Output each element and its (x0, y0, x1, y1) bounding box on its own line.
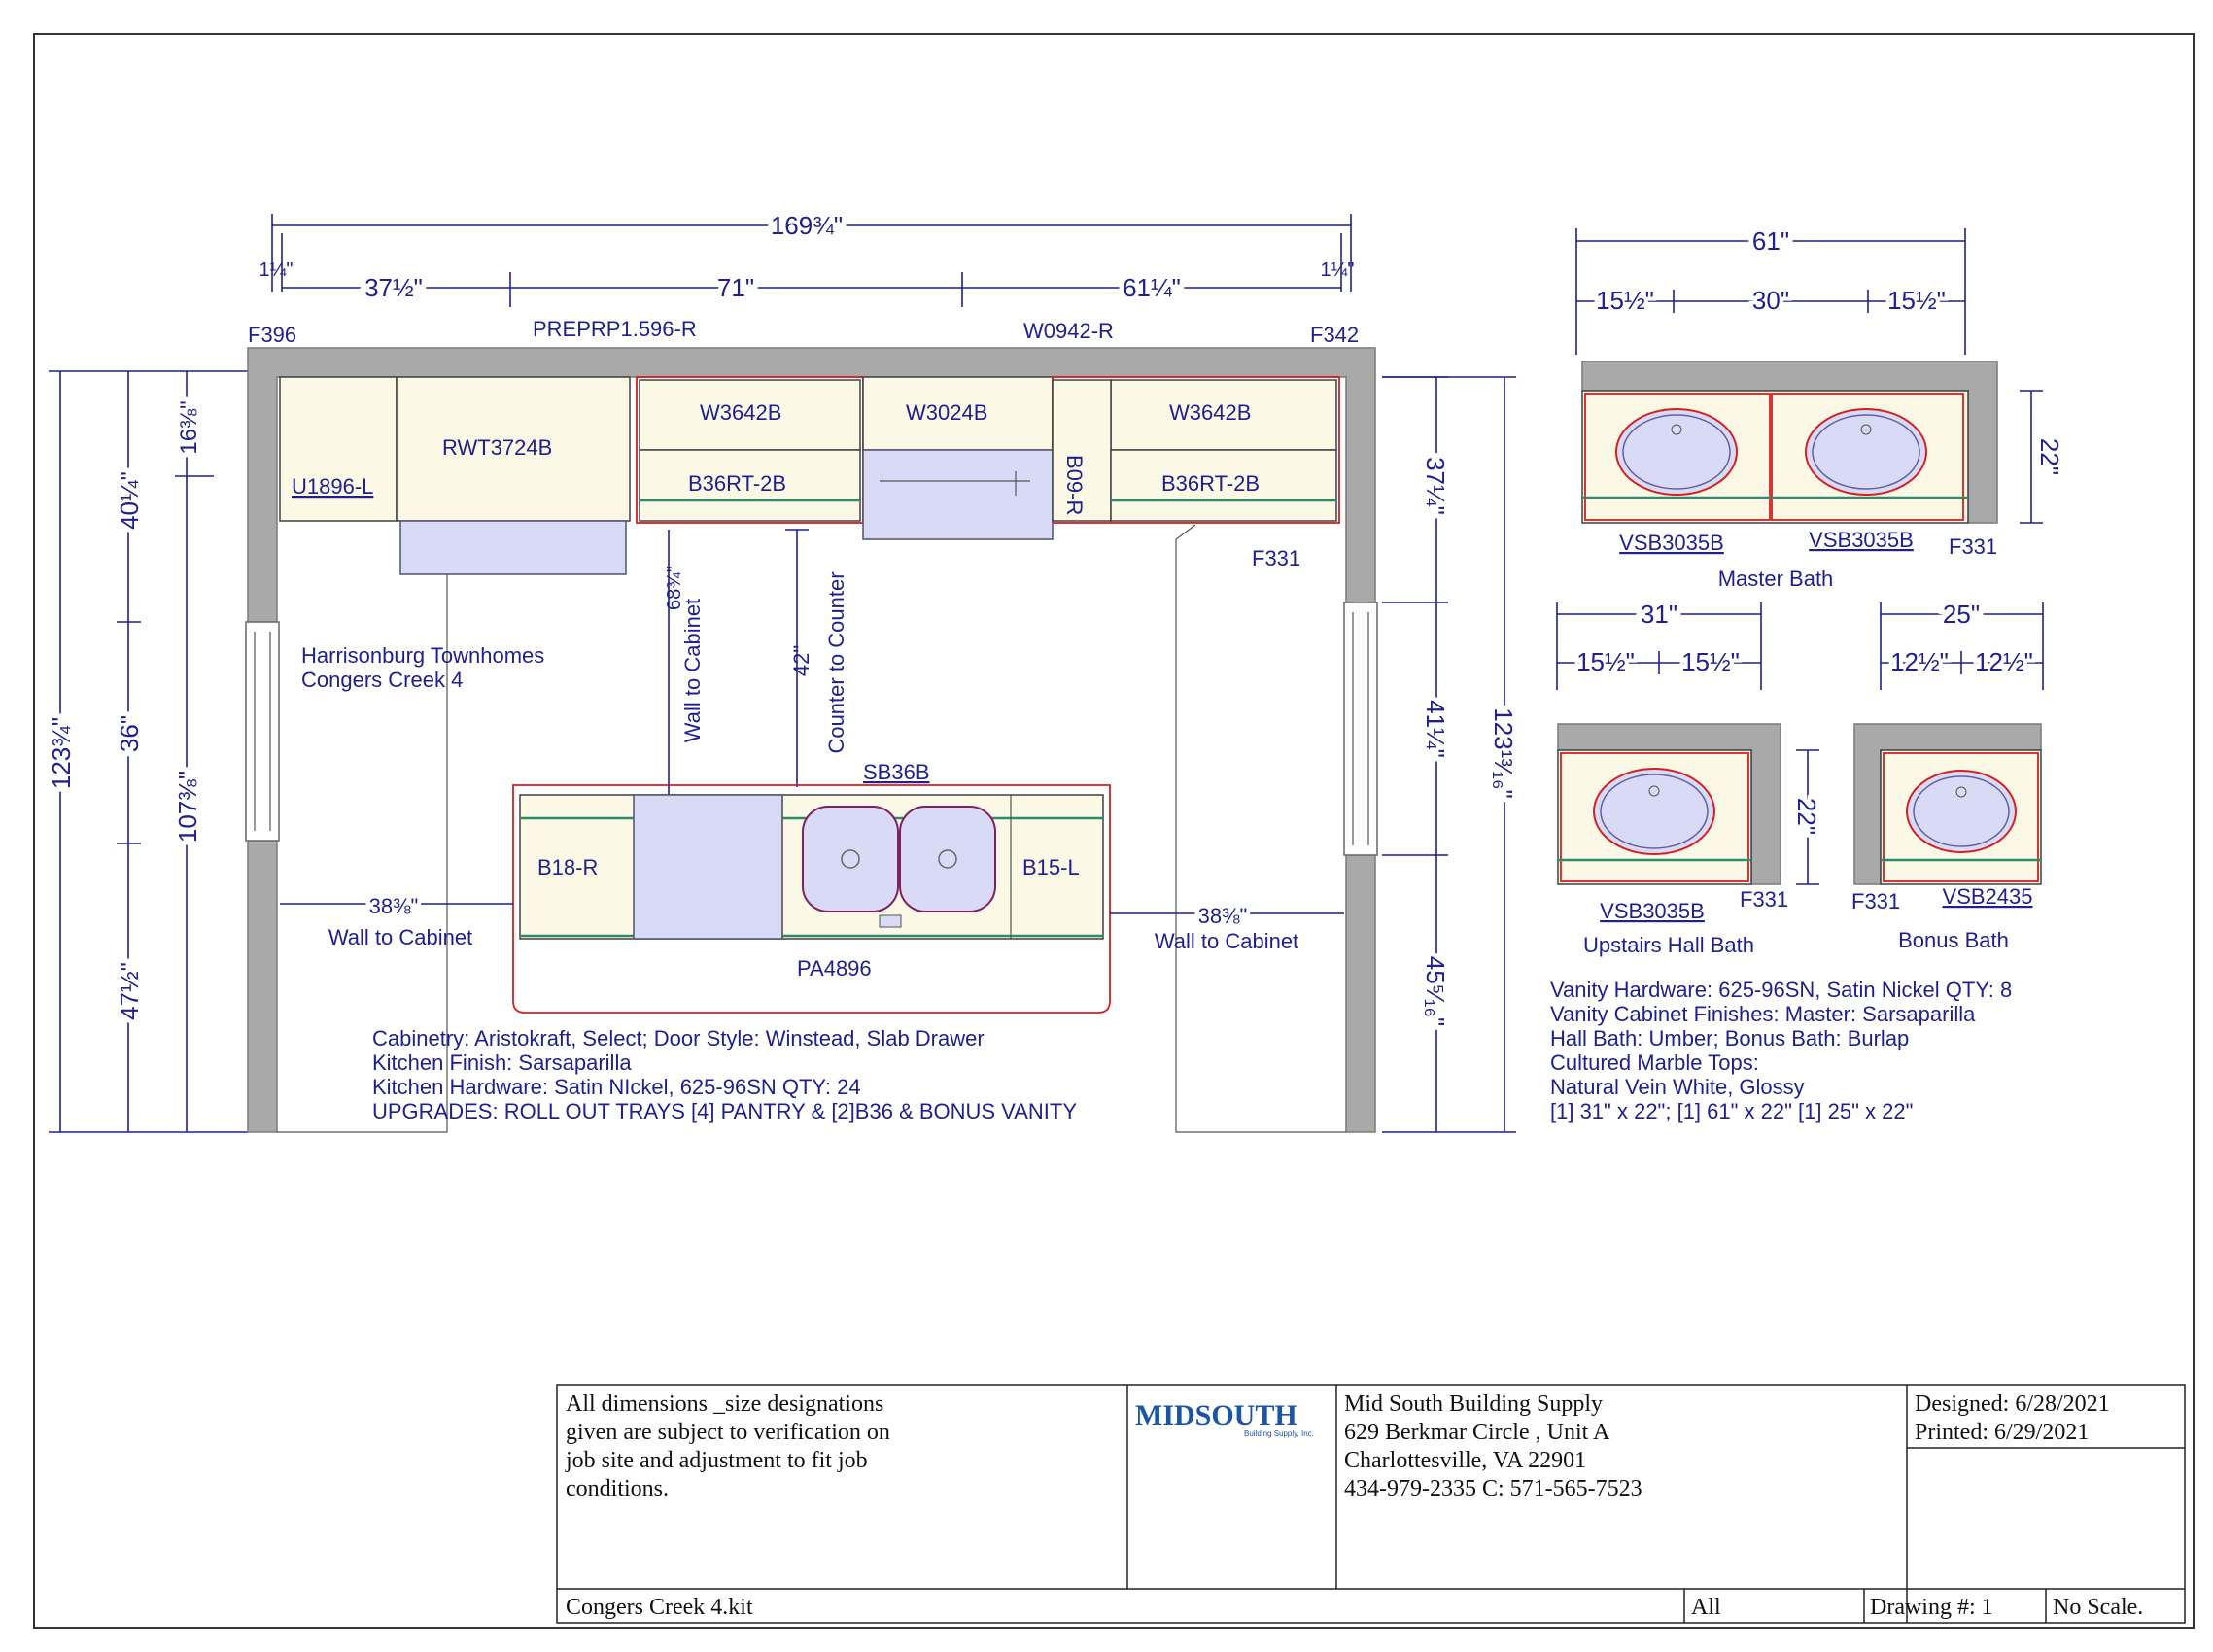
title-block (557, 1385, 2185, 1623)
master-vanity-right: VSB3035B (1809, 528, 1914, 552)
vnote-tops: Cultured Marble Tops: (1550, 1050, 1759, 1075)
refrigerator (400, 521, 626, 574)
file-name: Congers Creek 4.kit (566, 1595, 753, 1620)
bonus-width: 25" (1942, 600, 1981, 629)
cab-b36-right: B36RT-2B (1161, 471, 1261, 496)
company-logo-sub: Building Supply, Inc. (1244, 1429, 1314, 1438)
dim-seg1: 37½" (364, 273, 423, 302)
dim-wall-to-cabinet: 68¾" (664, 565, 685, 611)
dim-right-total: 123¹³⁄₁₆" (1489, 707, 1518, 799)
dim-right-end: 1¼" (1320, 259, 1355, 281)
vnote-hardware: Vanity Hardware: 625-96SN, Satin Nickel QTY: 8 (1550, 978, 2013, 1002)
kitchen-right-dimensions (1382, 377, 1518, 1132)
label-f396: F396 (248, 323, 297, 347)
master-filler: F331 (1949, 534, 1998, 559)
disclaimer-line4: conditions. (566, 1476, 669, 1501)
dim-right-c: 45⁵⁄₁₆" (1421, 955, 1450, 1027)
label-pa4896: PA4896 (797, 956, 872, 981)
master-depth: 22" (2035, 437, 2064, 476)
master-seg1: 15½" (1596, 286, 1654, 315)
bonus-bath (1851, 600, 2043, 952)
master-bath (1576, 226, 2064, 591)
range (863, 450, 1053, 539)
hall-depth: 22" (1792, 797, 1821, 836)
master-width: 61" (1751, 226, 1790, 256)
dim-left-wall-to-cabinet: 38⅜" (368, 894, 419, 918)
vanity-notes (1550, 978, 2012, 1123)
company-address1: 629 Berkmar Circle , Unit A (1344, 1420, 1610, 1445)
hall-bath (1557, 600, 1821, 957)
label-f331-kitchen: F331 (1252, 546, 1301, 570)
master-seg2: 30" (1751, 286, 1790, 315)
company-address2: Charlottesville, VA 22901 (1344, 1448, 1587, 1473)
master-sink-right (1806, 409, 1926, 495)
project-subname: Congers Creek 4 (301, 668, 464, 692)
company-logo: MIDSOUTH (1135, 1399, 1297, 1431)
dim-right-wall-to-cabinet: 38⅜" (1197, 904, 1248, 928)
scale-note: No Scale. (2053, 1595, 2144, 1620)
bonus-seg1: 12½" (1890, 647, 1949, 676)
disclaimer-line2: given are subject to verification on (566, 1420, 890, 1445)
hall-width: 31" (1640, 600, 1678, 629)
dishwasher (634, 795, 782, 939)
cab-rwt3724b: RWT3724B (442, 435, 553, 460)
label-f342: F342 (1310, 323, 1360, 347)
bonus-filler: F331 (1851, 889, 1901, 913)
cab-w3642-left: W3642B (700, 400, 782, 425)
vnote-tops-finish: Natural Vein White, Glossy (1550, 1075, 1805, 1099)
kitchen-top-dimensions (259, 211, 1355, 307)
dim-left-c: 47½" (115, 962, 144, 1020)
label-w0942: W0942-R (1023, 319, 1114, 343)
vnote-finishes: Vanity Cabinet Finishes: Master: Sarsaparilla (1550, 1002, 1976, 1026)
bonus-seg2: 12½" (1975, 647, 2033, 676)
note-hardware: Kitchen Hardware: Satin NIckel, 625-96SN QTY: 24 (372, 1075, 861, 1099)
cab-b09: B09-R (1062, 455, 1087, 516)
clearance-dimensions (656, 530, 848, 797)
project-name: Harrisonburg Townhomes (301, 643, 545, 668)
label-preprp: PREPRP1.596-R (533, 317, 697, 341)
kitchen-notes (372, 1026, 1077, 1123)
vnote-sizes: [1] 31" x 22"; [1] 61" x 22" [1] 25" x 22" (1550, 1099, 1914, 1123)
sink-right-bowl (900, 807, 995, 912)
company-phone: 434-979-2335 C: 571-565-7523 (1344, 1476, 1642, 1501)
note-upgrades: UPGRADES: ROLL OUT TRAYS [4] PANTRY & [2]B36 & BONUS VANITY (372, 1099, 1078, 1123)
sink-left-bowl (803, 807, 898, 912)
note-cabinetry: Cabinetry: Aristokraft, Select; Door Style: Winstead, Slab Drawer (372, 1026, 985, 1050)
label-wall-to-cabinet-vertical: Wall to Cabinet (680, 598, 705, 743)
hall-filler: F331 (1740, 887, 1789, 912)
company-name: Mid South Building Supply (1344, 1392, 1604, 1417)
hall-bath-title: Upstairs Hall Bath (1582, 933, 1755, 957)
cab-b15: B15-L (1022, 855, 1080, 879)
dim-left-b: 36" (115, 714, 144, 753)
note-finish: Kitchen Finish: Sarsaparilla (372, 1050, 632, 1075)
label-right-wall-to-cabinet: Wall to Cabinet (1154, 929, 1299, 953)
dim-overall-width: 169¾" (770, 211, 844, 240)
printed-date: Printed: 6/29/2021 (1915, 1420, 2090, 1445)
dim-seg2: 71" (716, 273, 755, 302)
hall-seg2: 15½" (1681, 647, 1740, 676)
label-left-wall-to-cabinet: Wall to Cabinet (328, 925, 473, 949)
kitchen-left-dimensions (47, 371, 248, 1132)
disclaimer-line3: job site and adjustment to fit job (566, 1448, 868, 1473)
dim-left-upper: 16⅜" (176, 400, 202, 455)
left-window (246, 622, 279, 841)
cab-b36-left: B36RT-2B (688, 471, 787, 496)
faucet (880, 915, 901, 927)
drawing-number: Drawing #: 1 (1870, 1595, 1993, 1620)
master-sink-left (1616, 409, 1737, 495)
disclaimer-line1: All dimensions _size designations (566, 1392, 884, 1417)
dim-left-end: 1¼" (259, 259, 294, 281)
cab-u1896: U1896-L (292, 474, 374, 499)
dim-right-a: 37¼" (1421, 457, 1450, 515)
bonus-vanity: VSB2435 (1942, 884, 2033, 909)
label-counter-to-counter: Counter to Counter (824, 571, 848, 754)
dim-seg3: 61¼" (1123, 273, 1181, 302)
hall-vanity: VSB3035B (1600, 899, 1705, 923)
hall-seg1: 15½" (1576, 647, 1635, 676)
bonus-bath-title: Bonus Bath (1898, 928, 2009, 952)
dim-left-a: 40¼" (115, 471, 144, 530)
kitchen-island (513, 760, 1110, 1013)
dim-counter-to-counter: 42" (789, 644, 813, 677)
master-bath-title: Master Bath (1717, 567, 1834, 591)
designed-date: Designed: 6/28/2021 (1915, 1392, 2110, 1417)
cab-w3024: W3024B (906, 400, 988, 425)
cab-w3642-right: W3642B (1169, 400, 1252, 425)
view-name: All (1691, 1595, 1721, 1620)
hall-sink (1594, 769, 1714, 854)
vnote-hall-bonus: Hall Bath: Umber; Bonus Bath: Burlap (1550, 1026, 1910, 1050)
cab-b18: B18-R (537, 855, 599, 879)
dim-right-b: 41¼" (1421, 700, 1450, 758)
dim-left-inner: 107⅜" (173, 770, 202, 843)
label-sb36b: SB36B (863, 760, 930, 784)
dim-left-total: 123¾" (47, 716, 76, 790)
master-vanity-left: VSB3035B (1619, 531, 1724, 555)
right-window (1344, 602, 1377, 855)
master-seg3: 15½" (1887, 286, 1946, 315)
bonus-sink (1907, 771, 2016, 852)
